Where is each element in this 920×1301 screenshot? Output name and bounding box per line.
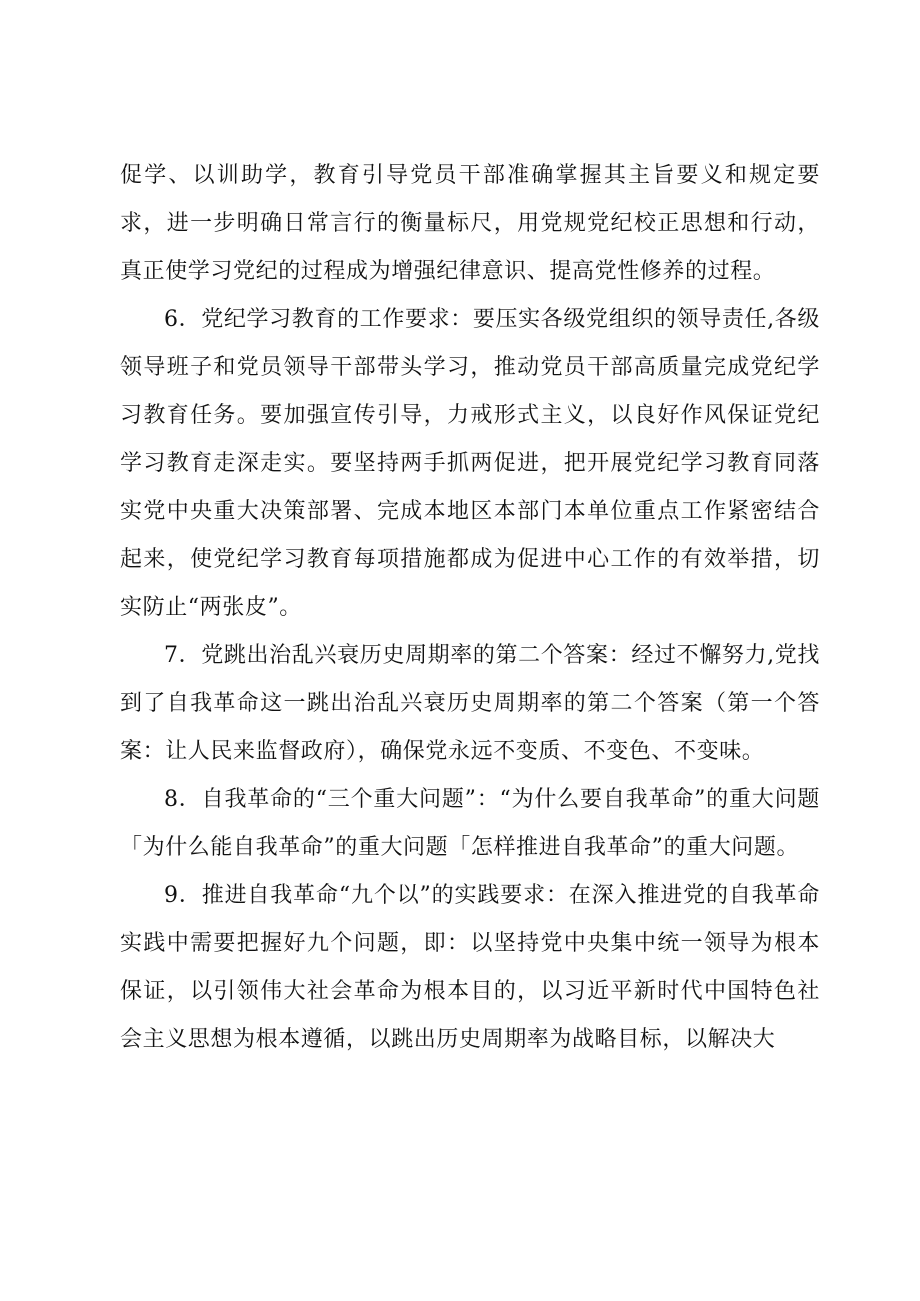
paragraph-continuation: 促学、以训助学，教育引导党员干部准确掌握其主旨要义和规定要求，进一步明确日常言行的衡量标尺，用党规党纪校正思想和行动，真正使学习党纪的过程成为增强纪律意识、提高党性修养的过程。 xyxy=(120,163,820,284)
paragraph-item-7: 7．党跳出治乱兴衰历史周期率的第二个答案：经过不懈努力,党找到了自我革命这一跳出治乱兴衰历史周期率的第二个答案（第一个答案：让人民来监督政府），确保党永远不变质、不变色、不变味。 xyxy=(120,643,820,764)
paragraph-item-6: 6．党纪学习教育的工作要求：要压实各级党组织的领导责任,各级领导班子和党员领导干部带头学习，推动党员干部高质量完成党纪学习教育任务。要加强宣传引导，力戒形式主义，以良好作风保证党纪学习教育走深走实。要坚持两手抓两促进，把开展党纪学习教育同落实党中央重大决策部署、完成本地区本部门本单位重点工作紧密结合起来，使党纪学习教育每项措施都成为促进中心工作的有效举措，切实防止“两张皮”。 xyxy=(120,307,820,620)
paragraph-item-9: 9．推进自我革命“九个以”的实践要求：在深入推进党的自我革命实践中需要把握好九个问题，即：以坚持党中央集中统一领导为根本保证，以引领伟大社会革命为根本目的，以习近平新时代中国特色社会主义思想为根本遵循，以跳出历史周期率为战略目标，以解决大 xyxy=(120,883,820,1052)
document-body xyxy=(120,152,820,1064)
paragraph-item-8: 8．自我革命的“三个重大问题”：“为什么要自我革命”的重大问题「为什么能自我革命”的重大问题「怎样推进自我革命”的重大问题。 xyxy=(120,787,820,860)
